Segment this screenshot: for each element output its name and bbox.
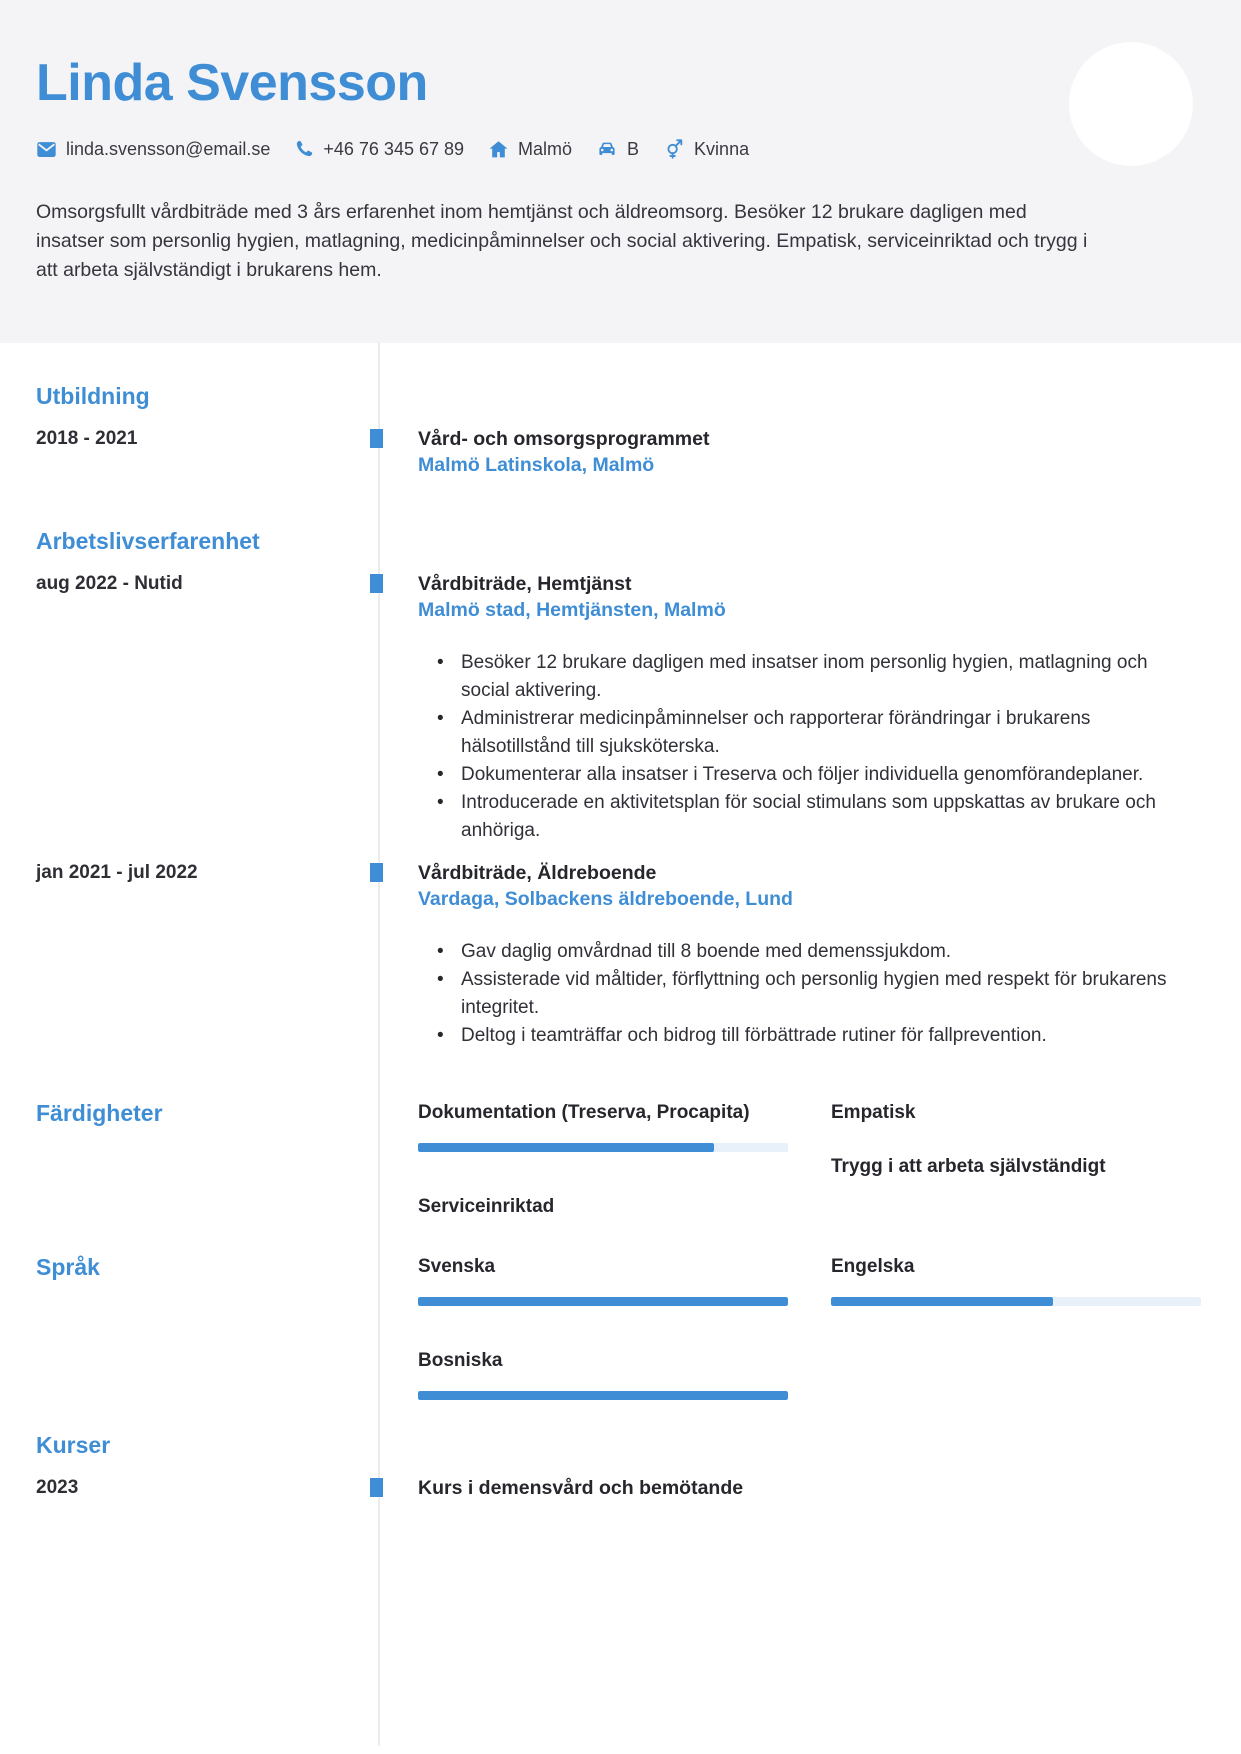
experience-employer: Vardaga, Solbackens äldreboende, Lund bbox=[418, 888, 793, 910]
experience-bullet: • Besöker 12 brukare dagligen med insatser inom personlig hygien, matlagning och social aktivering. bbox=[437, 649, 1187, 705]
avatar bbox=[1069, 42, 1193, 166]
phone-icon bbox=[294, 139, 314, 159]
contact-driving-license bbox=[596, 138, 639, 160]
experience-period: jan 2021 - jul 2022 bbox=[36, 862, 198, 883]
course-entry bbox=[36, 1475, 1205, 1501]
language-label: Svenska bbox=[418, 1256, 496, 1277]
skill-label: Dokumentation (Treserva, Procapita) bbox=[418, 1102, 750, 1123]
experience-role: Vårdbiträde, Äldreboende bbox=[418, 862, 657, 884]
language-item bbox=[418, 1252, 788, 1306]
language-item bbox=[418, 1346, 788, 1400]
education-school: Malmö Latinskola, Malmö bbox=[418, 454, 655, 476]
home-icon bbox=[488, 139, 509, 160]
experience-entry bbox=[36, 860, 1205, 1050]
skill-label: Trygg i att arbeta självständigt bbox=[831, 1156, 1106, 1177]
experience-entry bbox=[36, 571, 1205, 845]
skills-column-1 bbox=[418, 1098, 788, 1222]
language-label: Engelska bbox=[831, 1256, 915, 1277]
experience-bullet: • Assisterade vid måltider, förflyttning och personlig hygien med respekt för brukarens integritet. bbox=[437, 966, 1187, 1022]
contact-email bbox=[36, 139, 270, 160]
skill-item bbox=[831, 1098, 1201, 1128]
experience-section-title: Arbetslivserfarenhet bbox=[36, 528, 260, 554]
experience-bullet: • Gav daglig omvårdnad till 8 boende med demenssjukdom. bbox=[437, 938, 1187, 966]
contact-phone-text: +46 76 345 67 89 bbox=[323, 138, 465, 159]
experience-bullet: • Dokumenterar alla insatser i Treserva och följer individuella genomförandeplaner. bbox=[437, 761, 1187, 789]
education-entry bbox=[36, 426, 1205, 478]
section-education bbox=[36, 381, 1205, 478]
person-name: Linda Svensson bbox=[36, 54, 428, 112]
experience-bullet: • Introducerade en aktivitetsplan för social stimulans som uppskattas av brukare och anhöriga. bbox=[437, 789, 1187, 845]
skills-section-title: Färdigheter bbox=[36, 1100, 163, 1126]
contact-email-text: linda.svensson@email.se bbox=[66, 138, 271, 159]
courses-section-title: Kurser bbox=[36, 1432, 111, 1458]
education-section-title: Utbildning bbox=[36, 383, 150, 409]
languages-column-2 bbox=[831, 1252, 1201, 1400]
experience-bullet-list bbox=[418, 938, 1187, 1050]
contact-row bbox=[36, 138, 1205, 160]
section-courses bbox=[36, 1430, 1205, 1501]
contact-driving-license-text: B bbox=[627, 138, 640, 159]
profile-summary: Omsorgsfullt vårdbiträde med 3 års erfarenhet inom hemtjänst och äldreomsorg. Besöker 12 brukare dagligen med insatser som personlig hygien, matlagning, medicinpåminnelser och social aktivering. Empatisk, serviceinriktad och trygg i att arbeta självständigt i brukarens hem. bbox=[36, 201, 1088, 281]
envelope-icon bbox=[36, 139, 57, 160]
contact-city bbox=[488, 139, 572, 160]
language-label: Bosniska bbox=[418, 1350, 503, 1371]
languages-column-1 bbox=[418, 1252, 788, 1400]
education-period: 2018 - 2021 bbox=[36, 428, 138, 449]
skill-item bbox=[418, 1098, 788, 1152]
language-level-bar bbox=[418, 1391, 788, 1400]
experience-role: Vårdbiträde, Hemtjänst bbox=[418, 573, 632, 595]
experience-bullet: • Deltog i teamträffar och bidrog till förbättrade rutiner för fallprevention. bbox=[437, 1022, 1187, 1050]
contact-gender bbox=[663, 138, 749, 160]
languages-section-title: Språk bbox=[36, 1254, 100, 1280]
contact-city-text: Malmö bbox=[518, 138, 573, 159]
car-icon bbox=[596, 138, 618, 160]
contact-phone bbox=[294, 139, 464, 160]
language-item bbox=[831, 1252, 1201, 1306]
language-level-bar bbox=[831, 1297, 1201, 1306]
section-languages bbox=[36, 1252, 1205, 1400]
skill-label: Serviceinriktad bbox=[418, 1196, 555, 1217]
course-name: Kurs i demensvård och bemötande bbox=[418, 1477, 744, 1499]
section-experience bbox=[36, 526, 1205, 1050]
skills-column-2 bbox=[831, 1098, 1201, 1222]
skill-label: Empatisk bbox=[831, 1102, 916, 1123]
gender-icon bbox=[663, 138, 685, 160]
experience-bullet: • Administrerar medicinpåminnelser och rapporterar förändringar i brukarens hälsotillstånd till sjuksköterska. bbox=[437, 705, 1187, 761]
experience-employer: Malmö stad, Hemtjänsten, Malmö bbox=[418, 599, 726, 621]
experience-period: aug 2022 - Nutid bbox=[36, 573, 183, 594]
contact-gender-text: Kvinna bbox=[694, 138, 750, 159]
skill-level-bar bbox=[418, 1143, 788, 1152]
section-skills bbox=[36, 1098, 1205, 1222]
course-period: 2023 bbox=[36, 1477, 79, 1498]
experience-bullet-list bbox=[418, 649, 1187, 845]
skill-item bbox=[418, 1192, 788, 1222]
education-degree: Vård- och omsorgsprogrammet bbox=[418, 428, 710, 450]
cv-body bbox=[0, 343, 1241, 1501]
language-level-bar bbox=[418, 1297, 788, 1306]
skill-item bbox=[831, 1152, 1201, 1182]
cv-header bbox=[0, 0, 1241, 343]
